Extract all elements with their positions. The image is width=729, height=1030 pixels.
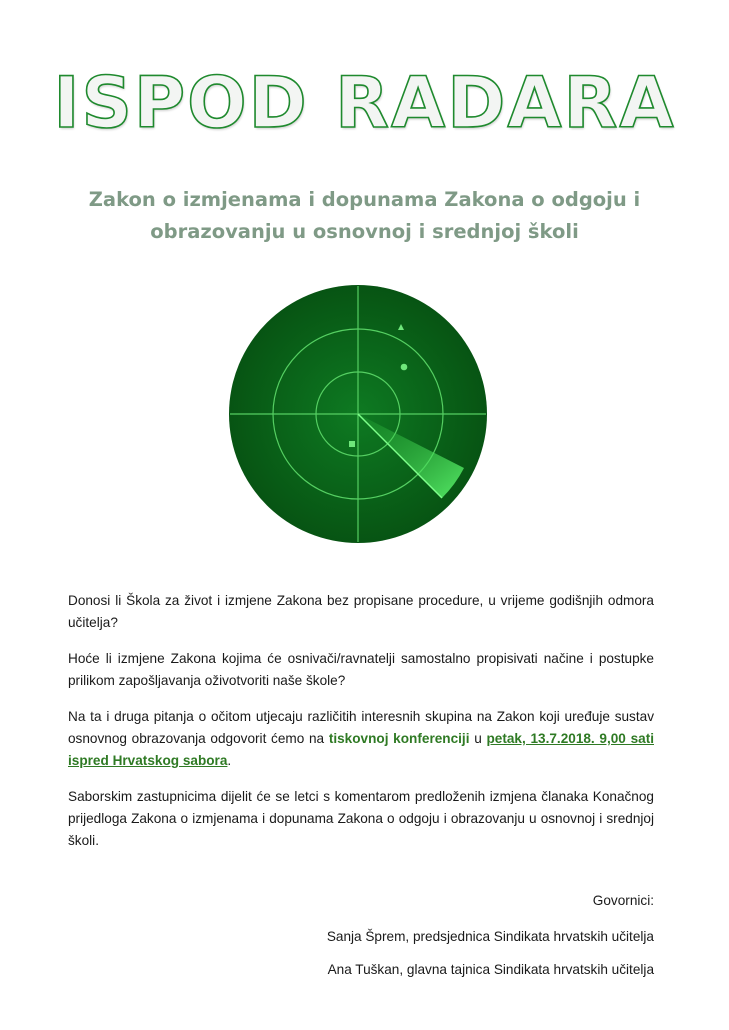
paragraph-2: Hoće li izmjene Zakona kojima će osnivači/ravnatelji samostalno propisivati načine i postupke prilikom zapošljavanja oživotvoriti naše škole? bbox=[68, 651, 654, 688]
paragraph-1: Donosi li Škola za život i izmjene Zakona bez propisane procedure, u vrijeme godišnjih odmora učitelja? bbox=[68, 593, 654, 630]
main-title: ISPOD RADARA bbox=[53, 62, 676, 144]
body-text bbox=[68, 590, 654, 866]
radar-icon bbox=[228, 284, 488, 544]
radar-blip-dot bbox=[401, 364, 408, 371]
paragraph-3-text-c: . bbox=[227, 753, 232, 768]
subtitle: Zakon o izmjenama i dopunama Zakona o odgoju i obrazovanju u osnovnoj i srednjoj školi bbox=[88, 188, 641, 243]
paragraph-3-text-a: Na ta i druga pitanja o očitom utjecaju različitih interesnih skupina na Zakon koji uređuje sustav osnovnog obrazovanja odgovorit ćemo na bbox=[68, 709, 654, 746]
speakers-label: Govornici: bbox=[592, 893, 654, 908]
speakers-section bbox=[68, 890, 654, 992]
radar-blip-square bbox=[349, 441, 355, 447]
paragraph-3 bbox=[68, 706, 654, 772]
paragraph-3-text-b: u bbox=[469, 731, 487, 746]
paragraph-4: Saborskim zastupnicima dijelit će se letci s komentarom predloženih izmjena članaka Konačnog prijedloga Zakona o izmjenama i dopunama Zakona o odgoju i obrazovanju u osnovnoj i srednjoj školi. bbox=[68, 789, 654, 848]
press-conference-highlight: tiskovnoj konferenciji bbox=[328, 731, 470, 746]
event-date-highlight: petak, 13.7.2018. 9,00 sati ispred Hrvatskog sabora bbox=[68, 731, 654, 768]
speaker-1: Sanja Šprem, predsjednica Sindikata hrvatskih učitelja bbox=[326, 929, 654, 944]
speaker-2: Ana Tuškan, glavna tajnica Sindikata hrvatskih učitelja bbox=[327, 962, 654, 977]
